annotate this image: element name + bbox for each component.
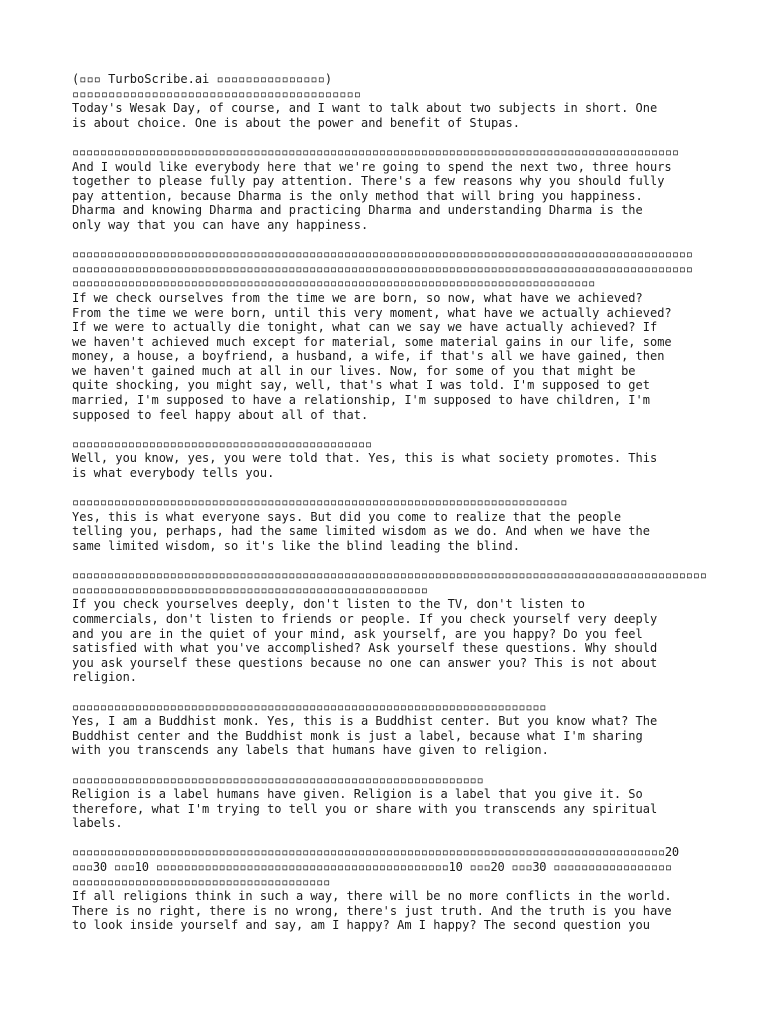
- english-translation: Yes, I am a Buddhist monk. Yes, this is a Buddhist center. But you know what? The Buddhist center and the Buddhist monk is just a label, because what I'm sharing with you transcends any labels that humans have given to religion.: [72, 714, 658, 758]
- transcript-paragraph: [72, 568, 712, 685]
- transcript-paragraph: [72, 845, 712, 933]
- transcript-paragraph: [72, 495, 712, 553]
- english-translation: Well, you know, yes, you were told that. Yes, this is what society promotes. This is what everybody tells you.: [72, 451, 658, 481]
- native-script-line: ▫▫▫▫▫▫▫▫▫▫▫▫▫▫▫▫▫▫▫▫▫▫▫▫▫▫▫▫▫▫▫▫▫▫▫▫▫▫▫▫▫▫▫▫▫▫▫▫▫▫▫▫▫▫▫▫▫▫▫▫▫▫▫▫▫▫▫▫▫▫▫▫▫▫▫▫▫▫▫▫▫▫▫▫▫▫▫▫▫▫▫: [72, 568, 707, 583]
- native-script-line: ▫▫▫▫▫▫▫▫▫▫▫▫▫▫▫▫▫▫▫▫▫▫▫▫▫▫▫▫▫▫▫▫▫▫▫▫▫▫▫▫▫▫▫▫▫▫▫▫▫▫▫▫▫▫▫▫▫▫▫▫▫▫▫▫▫▫▫▫▫▫▫▫▫▫▫▫▫▫▫▫▫▫▫▫▫▫▫▫▫: [72, 261, 693, 276]
- native-script-line: ▫▫▫▫▫▫▫▫▫▫▫▫▫▫▫▫▫▫▫▫▫▫▫▫▫▫▫▫▫▫▫▫▫▫▫▫▫▫▫▫▫▫▫: [72, 436, 372, 451]
- native-script-line: ▫▫▫▫▫▫▫▫▫▫▫▫▫▫▫▫▫▫▫▫▫▫▫▫▫▫▫▫▫▫▫▫▫▫▫▫▫: [72, 874, 331, 889]
- english-translation: If all religions think in such a way, there will be no more conflicts in the world. There is no right, there is no wrong, there's just truth. And the truth is you have to look inside yourself and say, am I happy? Am I happy? The second question you: [72, 889, 672, 933]
- native-script-line: ▫▫▫▫▫▫▫▫▫▫▫▫▫▫▫▫▫▫▫▫▫▫▫▫▫▫▫▫▫▫▫▫▫▫▫▫▫▫▫▫▫▫▫▫▫▫▫▫▫▫▫: [72, 582, 428, 597]
- native-script-line: ▫▫▫▫▫▫▫▫▫▫▫▫▫▫▫▫▫▫▫▫▫▫▫▫▫▫▫▫▫▫▫▫▫▫▫▫▫▫▫▫▫▫▫▫▫▫▫▫▫▫▫▫▫▫▫▫▫▫▫: [72, 772, 484, 787]
- transcript-header-subtitle: ▫▫▫▫▫▫▫▫▫▫▫▫▫▫▫▫▫▫▫▫▫▫▫▫▫▫▫▫▫▫▫▫▫▫▫▫▫▫▫▫: [72, 86, 361, 101]
- native-script-line: ▫▫▫▫▫▫▫▫▫▫▫▫▫▫▫▫▫▫▫▫▫▫▫▫▫▫▫▫▫▫▫▫▫▫▫▫▫▫▫▫▫▫▫▫▫▫▫▫▫▫▫▫▫▫▫▫▫▫▫▫▫▫▫▫▫▫▫▫▫▫▫▫▫▫▫: [72, 276, 596, 291]
- transcript-paragraph: [72, 247, 712, 422]
- transcript-paragraph: [72, 437, 712, 481]
- english-translation: Yes, this is what everyone says. But did you come to realize that the people telling you, perhaps, had the same limited wisdom as we do. And when we have the same limited wisdom, so it's like the blind leading the blind.: [72, 509, 650, 553]
- english-translation: Today's Wesak Day, of course, and I want to talk about two subjects in short. One is about choice. One is about the power and benefit of Stupas.: [72, 101, 658, 130]
- transcript-page: [72, 72, 712, 948]
- transcript-body: [72, 101, 712, 933]
- native-script-line: ▫▫▫▫▫▫▫▫▫▫▫▫▫▫▫▫▫▫▫▫▫▫▫▫▫▫▫▫▫▫▫▫▫▫▫▫▫▫▫▫▫▫▫▫▫▫▫▫▫▫▫▫▫▫▫▫▫▫▫▫▫▫▫▫▫▫▫▫▫▫▫▫▫▫▫▫▫▫▫▫▫▫▫▫▫▫▫: [72, 144, 679, 159]
- english-translation: Religion is a label humans have given. Religion is a label that you give it. So therefore, what I'm trying to tell you or share with you transcends any spiritual labels.: [72, 787, 658, 831]
- english-translation: If you check yourselves deeply, don't listen to the TV, don't listen to commercials, don't listen to friends or people. If you check yourself very deeply and you are in the quiet of your mind, ask yourself, are you happy? Do you feel satisfied with what you've accomplished? Ask yourself these questions. Why should you ask yourself these questions because no one can answer you? This is not about religion.: [72, 597, 658, 685]
- english-translation: And I would like everybody here that we're going to spend the next two, three hours together to please fully pay attention. There's a few reasons why you should fully pay attention, because Dharma is the only method that will bring you happiness. Dharma and knowing Dharma and practicing Dharma and understanding Dharma is the only way that you can have any happiness.: [72, 159, 672, 232]
- native-script-line: ▫▫▫▫▫▫▫▫▫▫▫▫▫▫▫▫▫▫▫▫▫▫▫▫▫▫▫▫▫▫▫▫▫▫▫▫▫▫▫▫▫▫▫▫▫▫▫▫▫▫▫▫▫▫▫▫▫▫▫▫▫▫▫▫▫▫▫▫: [72, 699, 547, 714]
- native-script-line: ▫▫▫▫▫▫▫▫▫▫▫▫▫▫▫▫▫▫▫▫▫▫▫▫▫▫▫▫▫▫▫▫▫▫▫▫▫▫▫▫▫▫▫▫▫▫▫▫▫▫▫▫▫▫▫▫▫▫▫▫▫▫▫▫▫▫▫▫▫▫▫▫▫▫▫▫▫▫▫▫▫▫▫▫▫▫▫▫▫: [72, 247, 693, 262]
- english-translation: If we check ourselves from the time we are born, so now, what have we achieved? From the time we were born, until this very moment, what have we actually achieved? If we were to actually die tonight, what can we say we have actually achieved? If we haven't achieved much except for material, some material gains in our life, some money, a house, a boyfriend, a husband, a wife, if that's all we have gained, then we haven't gained much at all in our lives. Now, for some of you that might be quite shocking, you might say, well, that's what I was told. I'm supposed to get married, I'm supposed to have a relationship, I'm supposed to have children, I'm supposed to feel happy about all of that.: [72, 290, 672, 422]
- transcript-paragraph: [72, 773, 712, 831]
- native-script-line: ▫▫▫▫▫▫▫▫▫▫▫▫▫▫▫▫▫▫▫▫▫▫▫▫▫▫▫▫▫▫▫▫▫▫▫▫▫▫▫▫▫▫▫▫▫▫▫▫▫▫▫▫▫▫▫▫▫▫▫▫▫▫▫▫▫▫▫▫▫▫▫▫▫▫▫▫▫▫▫▫▫▫▫▫▫20: [72, 845, 679, 860]
- native-script-line: ▫▫▫30 ▫▫▫10 ▫▫▫▫▫▫▫▫▫▫▫▫▫▫▫▫▫▫▫▫▫▫▫▫▫▫▫▫▫▫▫▫▫▫▫▫▫▫▫▫▫▫10 ▫▫▫20 ▫▫▫30 ▫▫▫▫▫▫▫▫▫▫▫▫▫▫▫▫▫: [72, 860, 672, 875]
- transcript-paragraph: [72, 101, 712, 130]
- native-script-line: ▫▫▫▫▫▫▫▫▫▫▫▫▫▫▫▫▫▫▫▫▫▫▫▫▫▫▫▫▫▫▫▫▫▫▫▫▫▫▫▫▫▫▫▫▫▫▫▫▫▫▫▫▫▫▫▫▫▫▫▫▫▫▫▫▫▫▫▫▫▫▫: [72, 495, 568, 510]
- transcript-header-title: (▫▫▫ TurboScribe.ai ▫▫▫▫▫▫▫▫▫▫▫▫▫▫▫): [72, 72, 333, 86]
- transcript-paragraph: [72, 700, 712, 758]
- transcript-paragraph: [72, 145, 712, 233]
